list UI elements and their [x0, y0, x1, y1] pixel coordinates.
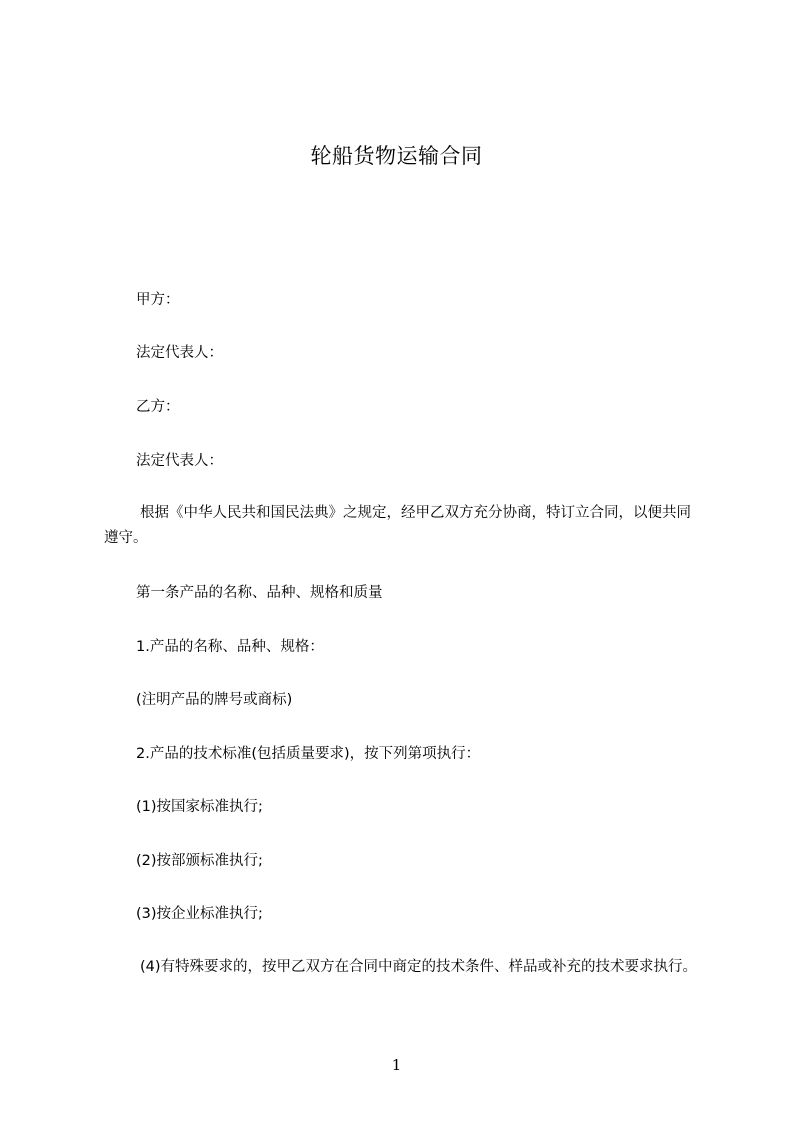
special-requirements-option: (4)有特殊要求的，按甲乙双方在合同中商定的技术条件、样品或补充的技术要求执行。	[140, 959, 698, 975]
party-a-legal-representative-line: 法定代表人：	[136, 345, 223, 361]
brand-or-trademark-note: (注明产品的牌号或商标)	[136, 692, 293, 708]
party-b-line: 乙方：	[136, 399, 180, 415]
contract-preamble-paragraph: 根据《中华人民共和国民法典》之规定，经甲乙双方充分协商，特订立合同，以便共同遵守。	[104, 505, 691, 546]
document-title: 轮船货物运输合同	[310, 144, 483, 168]
party-b-legal-representative-line: 法定代表人：	[136, 453, 223, 469]
product-name-variety-spec-line: 1.产品的名称、品种、规格：	[136, 639, 324, 655]
enterprise-standard-option: (3)按企业标准执行;	[136, 906, 263, 922]
national-standard-option: (1)按国家标准执行;	[136, 799, 263, 815]
article-one-heading: 第一条产品的名称、品种、规格和质量	[136, 585, 383, 601]
technical-standard-line: 2.产品的技术标准(包括质量要求)，按下列第项执行：	[136, 746, 481, 762]
party-a-line: 甲方：	[136, 292, 180, 308]
page-number: 1	[391, 1056, 402, 1074]
ministry-standard-option: (2)按部颁标准执行;	[136, 853, 263, 869]
